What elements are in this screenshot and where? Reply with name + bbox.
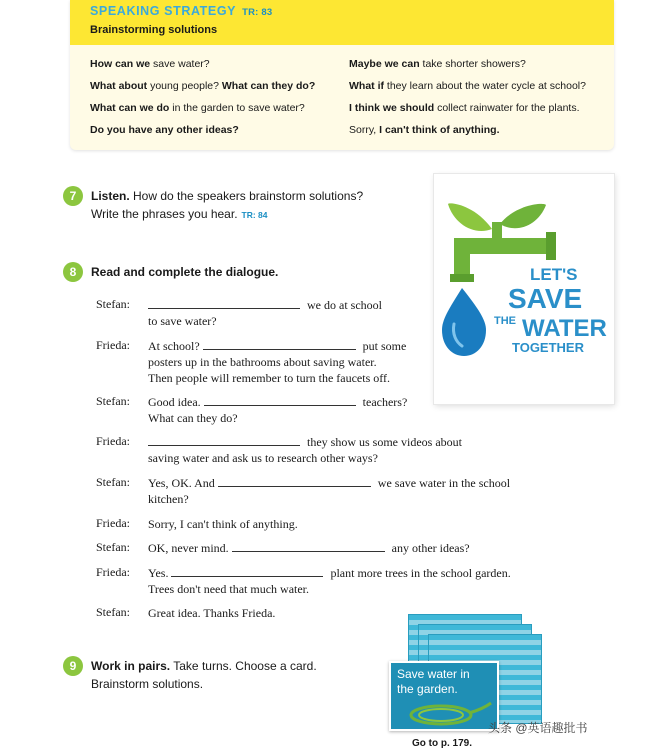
faucet-tip <box>450 274 474 282</box>
dialogue-line: Then people will remember to turn the faucets off. <box>148 371 391 385</box>
exercise-9-text: Work in pairs. Take turns. Choose a card. Brainstorm solutions. <box>91 659 317 691</box>
go-to-page-link[interactable]: Go to p. 179. <box>412 738 473 749</box>
phrase-left-1: How can we save water? <box>90 58 210 70</box>
faucet-spout <box>454 238 470 278</box>
speaker-label: Stefan: <box>96 394 130 408</box>
speaker-label: Frieda: <box>96 516 130 530</box>
phrase-right-3: I think we should collect rainwater for the plants. <box>349 102 580 114</box>
choose-card[interactable] <box>389 661 499 731</box>
card-text: Save water in the garden. <box>397 667 470 696</box>
exercise-7-badge: 7 <box>63 186 83 206</box>
answer-blank[interactable] <box>218 477 371 487</box>
answer-blank[interactable] <box>232 542 385 552</box>
speaker-label: Frieda: <box>96 565 130 579</box>
speaker-label: Frieda: <box>96 338 130 352</box>
strategy-subtitle: Brainstorming solutions <box>90 24 218 36</box>
dialogue-line: Trees don't need that much water. <box>148 582 310 596</box>
pipe-cap <box>546 232 556 260</box>
answer-blank[interactable] <box>203 340 356 350</box>
watermark: 头条 @英语趣批书 <box>488 721 588 735</box>
phrase-right-1: Maybe we can take shorter showers? <box>349 58 526 70</box>
speaking-strategy-box <box>70 0 614 150</box>
dialogue-line: What can they do? <box>148 411 238 425</box>
speaker-label: Stefan: <box>96 297 130 311</box>
exercise-7-text: Listen. How do the speakers brainstorm solutions? Write the phrases you hear. TR: 84 <box>91 189 364 221</box>
dialogue-line: Great idea. Thanks Frieda. <box>148 606 276 620</box>
phrase-right-2: What if they learn about the water cycle at school? <box>349 80 586 92</box>
dialogue-line: At school? put some <box>148 339 407 353</box>
phrase-right-4: Sorry, I can't think of anything. <box>349 124 500 136</box>
dialogue-line: kitchen? <box>148 492 189 506</box>
poster-line-1: LET'S <box>530 265 578 284</box>
strategy-title: SPEAKING STRATEGY TR: 83 <box>90 4 273 18</box>
poster-line-2: SAVE <box>508 283 583 314</box>
exercise-8-title: Read and complete the dialogue. <box>91 265 279 279</box>
phrase-left-4: Do you have any other ideas? <box>90 124 239 136</box>
dialogue-line: Yes, OK. And we save water in the school <box>148 476 511 490</box>
exercise-9-badge: 9 <box>63 656 83 676</box>
speaker-label: Stefan: <box>96 540 130 554</box>
leaf-icon <box>500 204 546 228</box>
poster-graphic <box>434 174 614 404</box>
leaf-icon <box>448 203 492 231</box>
dialogue-line: to save water? <box>148 314 217 328</box>
dialogue-line: OK, never mind. any other ideas? <box>148 541 470 555</box>
dialogue-line: we do at school <box>148 297 382 313</box>
dialogue-line: Yes. plant more trees in the school garden. <box>148 566 511 580</box>
strategy-header <box>70 0 614 45</box>
save-water-poster <box>434 174 614 404</box>
answer-blank[interactable] <box>171 567 323 577</box>
speaker-label: Stefan: <box>96 605 130 619</box>
exercise-8-badge: 8 <box>63 262 83 282</box>
dialogue-line: they show us some videos about <box>148 434 462 450</box>
water-drop-icon <box>442 288 486 356</box>
poster-line-4: TOGETHER <box>512 340 584 355</box>
answer-blank[interactable] <box>204 396 356 406</box>
dialogue-line: Sorry, I can't think of anything. <box>148 517 298 531</box>
answer-blank[interactable] <box>148 436 300 446</box>
exercise-7-track: TR: 84 <box>241 210 268 220</box>
speaker-label: Frieda: <box>96 434 130 448</box>
garden-hose-icon <box>391 663 499 731</box>
speaker-label: Stefan: <box>96 475 130 489</box>
phrase-left-3: What can we do in the garden to save water? <box>90 102 305 114</box>
dialogue-line: Good idea. teachers? <box>148 395 408 409</box>
dialogue-line: posters up in the bathrooms about saving water. <box>148 355 377 369</box>
dialogue-line: saving water and ask us to research other ways? <box>148 451 378 465</box>
poster-line-3a: THE <box>494 315 516 327</box>
phrase-left-2: What about young people? What can they do? <box>90 80 316 92</box>
poster-line-3b: WATER <box>522 315 607 342</box>
strategy-track: TR: 83 <box>242 7 273 18</box>
answer-blank[interactable] <box>148 299 300 309</box>
